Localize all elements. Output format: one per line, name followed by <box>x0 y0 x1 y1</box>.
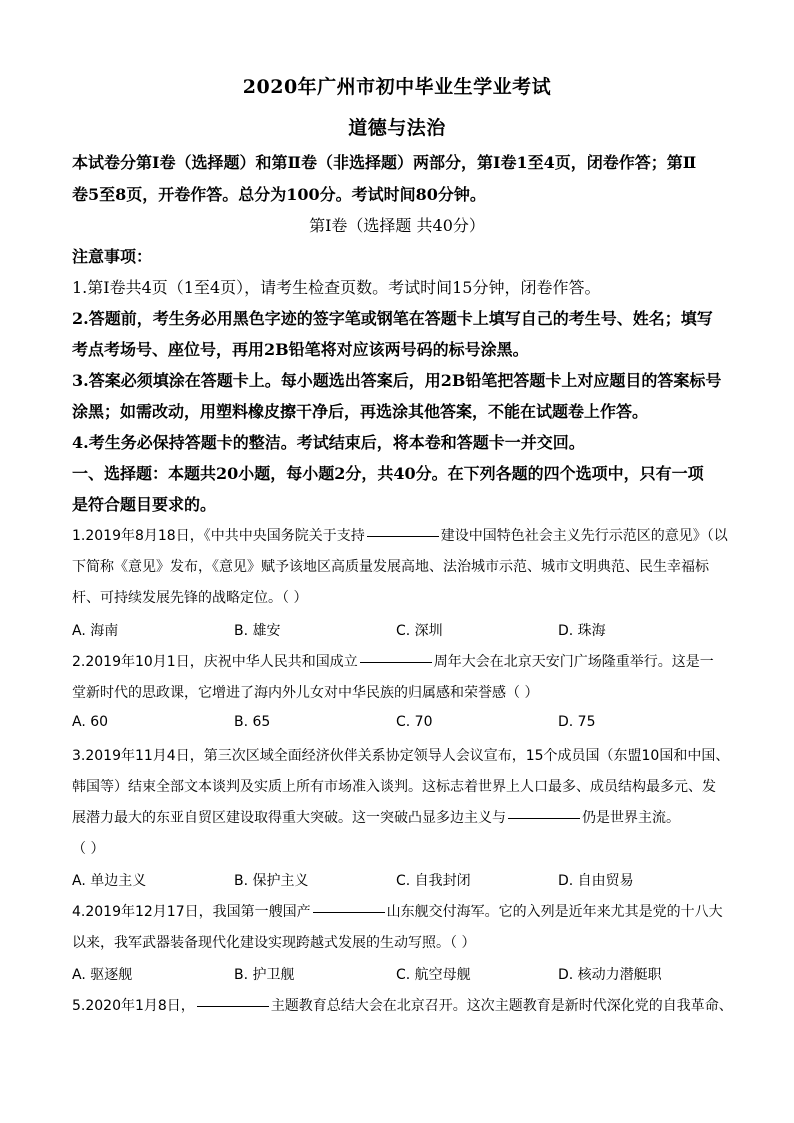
question-3-stem-a: 展潜力最大的东亚自贸区建设取得重大突破。这一突破凸显多边主义与 <box>72 810 506 826</box>
question-1-line-3: 杆、可持续发展先锋的战略定位。（ ） <box>72 590 308 606</box>
question-4-line-2: 以来，我军武器装备现代化建设实现跨越式发展的生动写照。（ ） <box>72 935 476 951</box>
part1-heading: 第Ⅰ卷（选择题 共40分） <box>309 216 485 235</box>
note-2-line-2: 考点考场号、座位号，再用2B铅笔将对应该两号码的标号涂黑。 <box>72 340 529 359</box>
question-1-blank <box>367 535 439 537</box>
question-4-option-d[interactable]: D. 核动力潜艇职 <box>558 967 662 983</box>
question-2-option-c[interactable]: C. 70 <box>396 714 433 730</box>
question-5-line-1 <box>72 995 733 1015</box>
question-3-option-a[interactable]: A. 单边主义 <box>72 873 147 889</box>
question-4-option-c[interactable]: C. 航空母舰 <box>396 967 471 983</box>
question-3-option-c[interactable]: C. 自我封闭 <box>396 873 471 889</box>
exam-title: 2020年广州市初中毕业生学业考试 <box>242 76 552 98</box>
question-3-stem-b: 仍是世界主流。 <box>582 810 680 826</box>
question-2-option-b[interactable]: B. 65 <box>234 714 271 730</box>
note-3-line-2: 涂黑；如需改动，用塑料橡皮擦干净后，再选涂其他答案，不能在试题卷上作答。 <box>72 402 649 421</box>
question-1-stem-b: 建设中国特色社会主义先行示范区的意见》（以 <box>440 528 728 544</box>
question-4-option-b[interactable]: B. 护卫舰 <box>234 967 295 983</box>
question-2-blank <box>360 661 432 663</box>
intro-line-1: 本试卷分第Ⅰ卷（选择题）和第Ⅱ卷（非选择题）两部分，第Ⅰ卷1至4页，闭卷作答；第Ⅱ <box>72 153 697 172</box>
question-5-stem-a: 5.2020年1月8日， <box>72 998 195 1014</box>
question-2-line-1 <box>72 651 714 671</box>
question-3-line-2: 韩国等）结束全部文本谈判及实质上所有市场准入谈判。这标志着世界上人口最多、成员结构最多元、发 <box>72 779 716 795</box>
question-2-stem-b: 周年大会在北京天安门广场隆重举行。这是一 <box>433 654 714 670</box>
question-2-option-d[interactable]: D. 75 <box>558 714 596 730</box>
question-1-option-a[interactable]: A. 海南 <box>72 623 119 639</box>
question-3-line-4: （ ） <box>72 841 105 857</box>
question-3-option-d[interactable]: D. 自由贸易 <box>558 873 634 889</box>
question-1-option-c[interactable]: C. 深圳 <box>396 623 443 639</box>
question-5-stem-b: 主题教育总结大会在北京召开。这次主题教育是新时代深化党的自我革命、 <box>270 998 733 1014</box>
intro-line-2: 卷5至8页，开卷作答。总分为100分。考试时间80分钟。 <box>72 185 486 204</box>
note-2-line-1: 2.答题前，考生务必用黑色字迹的签字笔或钢笔在答题卡上填写自己的考生号、姓名；填写 <box>72 309 713 328</box>
section-instructions-line-1: 一、选择题：本题共20小题，每小题2分，共40分。在下列各题的四个选项中，只有一项 <box>72 464 704 483</box>
question-1-option-b[interactable]: B. 雄安 <box>234 623 281 639</box>
question-1-line-2: 下简称《意见》发布，《意见》赋予该地区高质量发展高地、法治城市示范、城市文明典范、民生幸福标 <box>72 559 709 575</box>
note-4: 4.考生务必保持答题卡的整洁。考试结束后，将本卷和答题卡一并交回。 <box>72 433 585 452</box>
notes-heading: 注意事项： <box>72 247 153 266</box>
question-3-line-1: 3.2019年11月4日，第三次区域全面经济伙伴关系协定领导人会议宣布，15个成员国（东盟10国和中国、 <box>72 748 730 764</box>
question-3-option-b[interactable]: B. 保护主义 <box>234 873 309 889</box>
note-3-line-1: 3.答案必须填涂在答题卡上。每小题选出答案后，用2B铅笔把答题卡上对应题目的答案标号 <box>72 371 722 390</box>
question-4-line-1 <box>72 901 723 921</box>
question-2-line-2: 堂新时代的思政课，它增进了海内外儿女对中华民族的归属感和荣誉感（ ） <box>72 685 539 701</box>
question-4-stem-a: 4.2019年12月17日，我国第一艘国产 <box>72 904 311 920</box>
question-2-stem-a: 2.2019年10月1日，庆祝中华人民共和国成立 <box>72 654 358 670</box>
question-1-stem-a: 1.2019年8月18日，《中共中央国务院关于支持 <box>72 528 365 544</box>
question-3-blank <box>508 817 580 819</box>
question-2-option-a[interactable]: A. 60 <box>72 714 109 730</box>
question-5-blank <box>197 1005 269 1007</box>
note-1: 1.第Ⅰ卷共4页（1至4页），请考生检查页数。考试时间15分钟，闭卷作答。 <box>72 278 601 297</box>
section-instructions-line-2: 是符合题目要求的。 <box>72 495 217 514</box>
question-4-stem-b: 山东舰交付海军。它的入列是近年来尤其是党的十八大 <box>386 904 723 920</box>
question-4-option-a[interactable]: A. 驱逐舰 <box>72 967 133 983</box>
question-3-line-3 <box>72 807 680 827</box>
subject-title: 道德与法治 <box>348 117 446 139</box>
question-1-line-1 <box>72 525 728 545</box>
question-1-option-d[interactable]: D. 珠海 <box>558 623 606 639</box>
question-4-blank <box>313 911 385 913</box>
